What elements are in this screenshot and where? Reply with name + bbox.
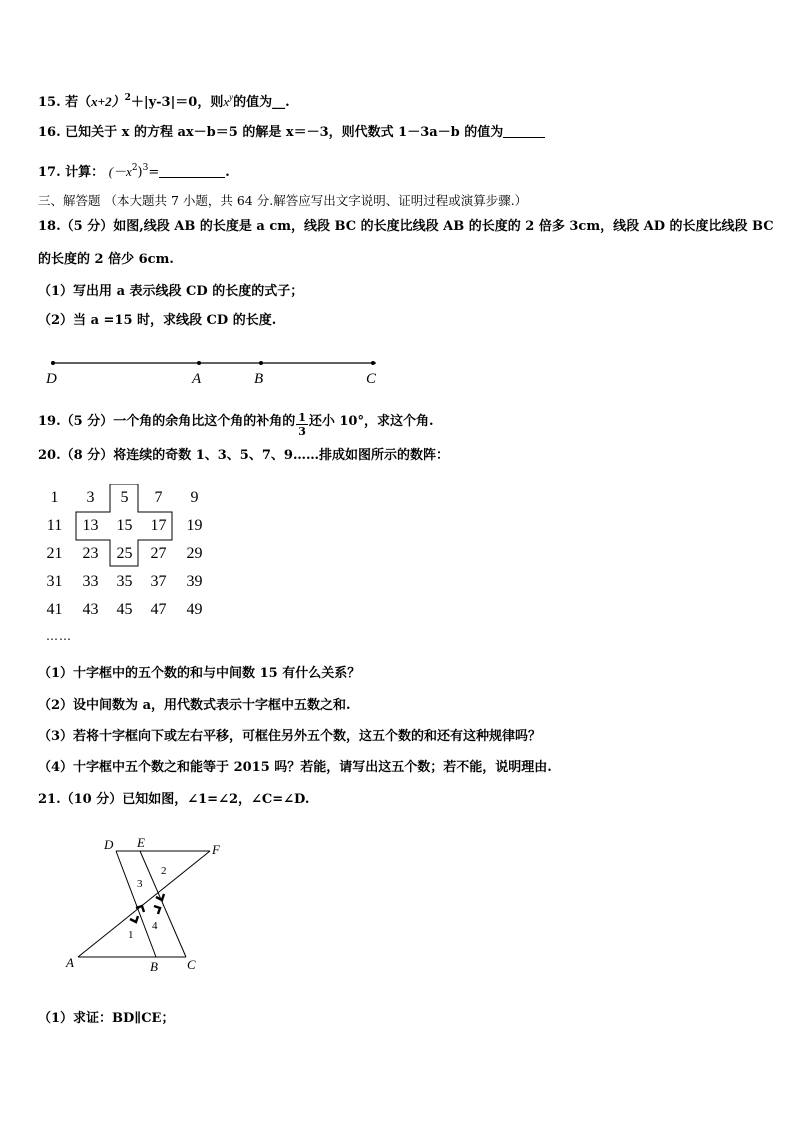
- q16-text: 已知关于 x 的方程 ax－b＝5 的解是 x＝－3，则代数式 1－3a－b 的值为: [65, 125, 504, 140]
- array-number: 27: [150, 545, 167, 562]
- array-number: 49: [186, 601, 203, 618]
- line-DB: [116, 851, 156, 957]
- point-label-B: B: [254, 371, 264, 387]
- q20-intro: 20.（8 分）将连续的奇数 1、3、5、7、9……排成如图所示的数阵：: [38, 448, 449, 463]
- q17-answer-blank: [159, 165, 225, 178]
- q20-part1: （1）十字框中的五个数的和与中间数 15 有什么关系？: [38, 666, 361, 681]
- q21-figure: [64, 836, 234, 971]
- array-number: 47: [150, 601, 167, 618]
- q17-expr-square: 2: [131, 163, 138, 173]
- label-angle-3: 3: [137, 878, 143, 890]
- q18-part2: （2）当 a =15 时，求线段 CD 的长度.: [38, 313, 277, 328]
- array-number: 35: [116, 573, 133, 590]
- array-number: 29: [186, 545, 203, 562]
- q20-part3: （3）若将十字框向下或左右平移，可框住另外五个数，这五个数的和还有这种规律吗？: [38, 729, 542, 744]
- q15-exponent: 2: [124, 93, 131, 103]
- question-19: [38, 411, 434, 438]
- array-number: 23: [82, 545, 99, 562]
- q15-number: 15.: [38, 95, 61, 110]
- q16-answer-blank: [503, 125, 545, 138]
- point-B: [259, 361, 263, 365]
- q20-part2: （2）设中间数为 a，用代数式表示十字框中五数之和.: [38, 698, 351, 713]
- q19-text: 19.（5 分）一个角的余角比这个角的补角的: [38, 414, 296, 429]
- q15-base: x: [223, 94, 230, 109]
- array-number: 15: [116, 517, 133, 534]
- q15-blank: __: [272, 95, 286, 110]
- label-F: F: [212, 842, 220, 857]
- angle-mark-1: [130, 916, 138, 922]
- label-E: E: [137, 836, 145, 850]
- question-15: [38, 89, 290, 111]
- q17-expr-cube: 3: [142, 163, 149, 173]
- array-number: 21: [46, 545, 63, 562]
- array-number: 37: [150, 573, 167, 590]
- array-number: 31: [46, 573, 63, 590]
- q21-part1: （1）求证：BD∥CE；: [38, 1011, 175, 1026]
- line-AF: [78, 851, 210, 957]
- point-C: [371, 361, 375, 365]
- label-angle-2: 2: [161, 865, 167, 877]
- q18-line1: 18.（5 分）如图,线段 AB 的长度是 a cm，线段 BC 的长度比线段 AB 的长度的 2 倍多 3cm，线段 AD 的长度比线段 BC: [38, 219, 774, 234]
- array-number: 7: [154, 489, 163, 506]
- array-number: 17: [150, 517, 167, 534]
- array-number: 11: [46, 517, 63, 534]
- label-B: B: [150, 959, 158, 971]
- array-number: 19: [186, 517, 203, 534]
- q16-number: 16.: [38, 125, 61, 140]
- number-array: [40, 484, 220, 629]
- angle-mark-4: [154, 906, 160, 914]
- question-17: [38, 160, 230, 181]
- q17-expression: [109, 165, 160, 180]
- segment-figure: [40, 352, 400, 392]
- point-label-C: C: [366, 371, 377, 387]
- q15-expr: x+2）: [91, 94, 125, 109]
- q17-expr-open: (－x: [108, 164, 132, 179]
- array-number: 45: [116, 601, 133, 618]
- label-D: D: [104, 837, 114, 852]
- q18-part1: （1）写出用 a 表示线段 CD 的长度的式子；: [38, 284, 304, 299]
- q20-part4: （4）十字框中五个数之和能等于 2015 吗？若能，请写出这五个数；若不能，说明理由.: [38, 760, 552, 775]
- array-ellipsis: ……: [46, 629, 72, 643]
- q21-intro: 21.（10 分）已知如图，∠1=∠2，∠C=∠D.: [38, 792, 310, 807]
- q17-label: 计算：: [65, 165, 105, 180]
- point-label-D: D: [46, 371, 57, 387]
- question-16: [38, 125, 545, 141]
- q17-expr-close: ): [137, 165, 143, 180]
- point-label-A: A: [192, 371, 202, 387]
- label-angle-1: 1: [128, 929, 134, 941]
- q15-power: y: [229, 92, 234, 102]
- q17-equals: =: [148, 165, 160, 180]
- array-number: 3: [86, 489, 95, 506]
- array-number: 1: [50, 489, 59, 506]
- label-angle-4: 4: [152, 920, 158, 932]
- q15-text: 若（: [65, 95, 92, 110]
- label-A: A: [66, 955, 74, 970]
- array-number: 41: [46, 601, 63, 618]
- label-C: C: [187, 957, 196, 971]
- array-number: 13: [82, 517, 99, 534]
- point-D: [51, 361, 55, 365]
- fraction-numerator: 1: [298, 411, 306, 424]
- q19-text2: 还小 10°，求这个角.: [308, 414, 434, 429]
- point-A: [197, 361, 201, 365]
- q15-end: .: [285, 95, 290, 110]
- q15-text3: 的值为: [233, 95, 273, 110]
- q17-number: 17.: [38, 165, 61, 180]
- array-number: 43: [82, 601, 99, 618]
- array-number: 39: [186, 573, 203, 590]
- q15-text2: ＋|y-3|＝0，则: [130, 95, 224, 110]
- q18-line2: 的长度的 2 倍少 6cm.: [38, 252, 174, 267]
- array-number: 5: [120, 489, 129, 506]
- section-heading: 三、解答题 （本大题共 7 小题，共 64 分.解答应写出文字说明、证明过程或演算步骤.）: [38, 193, 528, 208]
- array-number: 25: [116, 545, 133, 562]
- one-third-fraction: [296, 411, 308, 438]
- fraction-denominator: 3: [298, 425, 306, 438]
- q17-end: .: [225, 165, 230, 180]
- array-number: 9: [190, 489, 199, 506]
- array-number: 33: [82, 573, 99, 590]
